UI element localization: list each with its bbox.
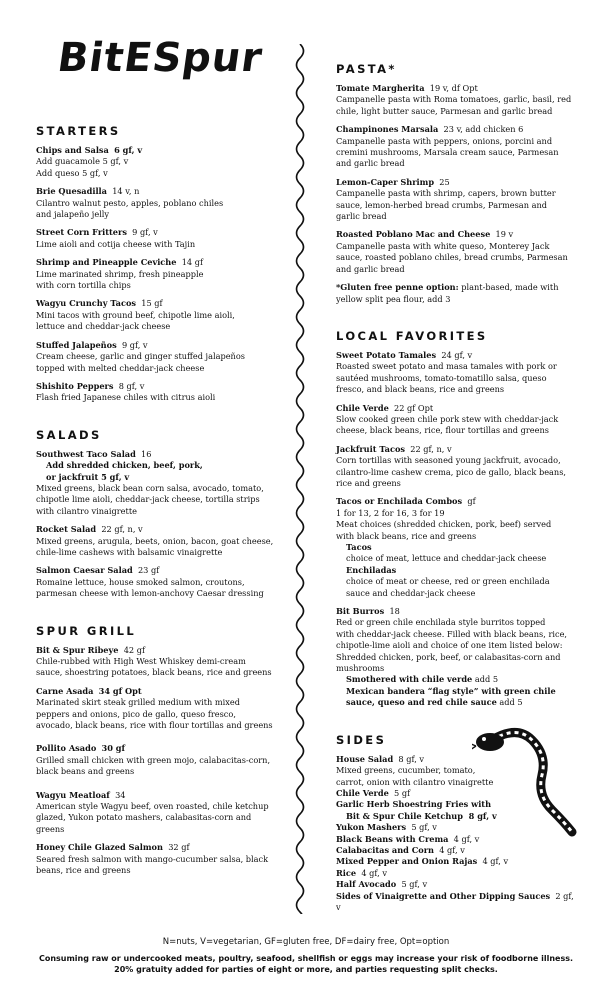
item-addon bbox=[336, 811, 580, 822]
item-name: Salmon Caesar Salad bbox=[36, 565, 133, 576]
menu-item bbox=[36, 186, 286, 220]
menu-item bbox=[36, 257, 286, 291]
item-name: Chile Verde bbox=[336, 787, 389, 798]
combo-option bbox=[336, 542, 580, 565]
item-price: 42 gf bbox=[123, 644, 145, 655]
item-name: Tacos or Enchilada Combos bbox=[336, 496, 463, 507]
salads-section bbox=[36, 428, 286, 600]
item-desc: Romaine lettuce, house smoked salmon, croutons, parmesan cheese with lemon-anchovy Caesar dressing bbox=[36, 576, 264, 599]
item-price: 22 gf, n, v bbox=[101, 524, 143, 535]
item-name: Black Beans with Crema bbox=[336, 833, 449, 844]
menu-item bbox=[336, 496, 580, 599]
item-price: 8 gf, v bbox=[118, 380, 145, 391]
item-desc: Chile-rubbed with High West Whiskey demi-cream sauce, shoestring potatoes, black beans, rice and greens bbox=[36, 656, 272, 678]
item-price: 5 gf, v bbox=[411, 822, 437, 833]
item-name: Shrimp and Pineapple Ceviche bbox=[36, 257, 177, 268]
dietary-legend: N=nuts, V=vegetarian, GF=gluten free, DF=dairy free, Opt=option bbox=[162, 937, 450, 947]
item-price: 15 gf bbox=[141, 298, 163, 309]
item-name: Rocket Salad bbox=[36, 524, 97, 535]
item-name: House Salad bbox=[336, 753, 394, 764]
note-label: *Gluten free penne option: bbox=[336, 282, 459, 293]
menu-item bbox=[336, 856, 580, 867]
menu-item bbox=[336, 177, 580, 223]
menu-item bbox=[36, 743, 286, 777]
item-price: 8 gf, v bbox=[398, 753, 425, 764]
section-title: SALADS bbox=[36, 427, 102, 442]
item-name: Pollito Asado bbox=[36, 743, 97, 754]
item-price: 14 v, n bbox=[112, 186, 140, 197]
item-name: Wagyu Meatloaf bbox=[36, 789, 110, 800]
item-desc: Mini tacos with ground beef, chipotle lime aioli, lettuce and cheddar-jack cheese bbox=[36, 309, 235, 332]
menu-item bbox=[36, 842, 286, 876]
option-name: Enchiladas bbox=[346, 564, 397, 575]
item-name: Chile Verde bbox=[336, 402, 389, 413]
menu-item bbox=[336, 799, 580, 822]
item-price: 9 gf, v bbox=[121, 339, 148, 350]
menu-item bbox=[36, 227, 286, 250]
footer-notice bbox=[0, 953, 612, 975]
item-name: Sweet Potato Tamales bbox=[336, 349, 437, 360]
menu-item bbox=[36, 645, 286, 679]
item-desc: Grilled small chicken with green mojo, calabacitas-corn, black beans and greens bbox=[36, 754, 271, 777]
item-price: 24 gf, v bbox=[441, 349, 473, 360]
menu-item bbox=[36, 686, 286, 732]
item-name: Garlic Herb Shoestring Fries with bbox=[336, 799, 492, 810]
addon-price: 8 gf, v bbox=[468, 810, 497, 821]
item-name: Lemon-Caper Shrimp bbox=[336, 176, 435, 187]
item-desc: Flash fried Japanese chiles with citrus aioli bbox=[36, 392, 216, 403]
item-desc: Marinated skirt steak grilled medium with mixed peppers and onions, pico de gallo, queso fresco, avocado, black beans, rice with flour tortillas and greens bbox=[36, 697, 273, 731]
menu-item bbox=[336, 845, 580, 856]
item-price: 16 bbox=[141, 448, 152, 459]
menu-item bbox=[36, 565, 286, 599]
spur-grill-section bbox=[36, 624, 286, 877]
burro-addon bbox=[336, 686, 580, 709]
item-name: Street Corn Fritters bbox=[36, 227, 127, 238]
sides-section bbox=[336, 733, 580, 914]
addon-name: Bit & Spur Chile Ketchup bbox=[346, 810, 463, 821]
combo-option bbox=[336, 565, 580, 599]
item-name: Roasted Poblano Mac and Cheese bbox=[336, 229, 491, 240]
item-name: Wagyu Crunchy Tacos bbox=[36, 298, 137, 309]
item-price: 4 gf, v bbox=[482, 856, 509, 867]
item-name: Mixed Pepper and Onion Rajas bbox=[336, 856, 478, 867]
item-price: 5 gf bbox=[394, 787, 411, 798]
item-desc: Lime marinated shrimp, fresh pineapple with corn tortilla chips bbox=[36, 268, 204, 291]
item-price: 30 gf bbox=[101, 743, 125, 754]
item-name: Honey Chile Glazed Salmon bbox=[36, 842, 163, 853]
menu-item bbox=[336, 444, 580, 490]
item-price: 22 gf, n, v bbox=[410, 443, 452, 454]
item-price: 18 bbox=[389, 606, 400, 617]
item-name: Carne Asada bbox=[36, 685, 94, 696]
item-desc: Campanelle pasta with shrimp, capers, brown butter sauce, lemon-herbed bread crumbs, Parmesan and garlic bread bbox=[336, 188, 556, 222]
item-name: Sides of Vinaigrette and Other Dipping Sauces bbox=[336, 890, 551, 901]
item-desc: Corn tortillas with seasoned young jackfruit, avocado, cilantro-lime cashew crema, pico de gallo, black beans, rice and greens bbox=[336, 455, 567, 488]
squiggle-divider bbox=[292, 44, 308, 914]
menu-item bbox=[36, 340, 286, 374]
item-price: 19 v bbox=[495, 229, 514, 240]
item-desc: Cilantro walnut pesto, apples, poblano chiles and jalapeño jelly bbox=[36, 197, 224, 220]
item-name: Yukon Mashers bbox=[336, 822, 407, 833]
menu-item bbox=[336, 891, 580, 914]
item-addon: Add shredded chicken, beef, pork, or jackfruit 5 gf, v bbox=[46, 460, 203, 482]
item-name: Stuffed Jalapeños bbox=[36, 339, 117, 350]
item-price: 25 bbox=[439, 176, 450, 187]
addon-price: add 5 bbox=[499, 697, 523, 708]
item-name: Southwest Taco Salad bbox=[36, 448, 136, 459]
menu-item bbox=[36, 145, 286, 179]
right-column bbox=[336, 62, 580, 913]
item-price: 4 gf, v bbox=[361, 867, 387, 878]
section-title: STARTERS bbox=[36, 124, 121, 138]
item-price: 2 gf, v bbox=[336, 890, 574, 912]
item-name: Tomate Margherita bbox=[336, 83, 425, 93]
item-name: Calabacitas and Corn bbox=[336, 844, 434, 855]
item-desc: Mixed greens, cucumber, tomato, carrot, onion with cilantro vinaigrette bbox=[336, 765, 494, 787]
note-text: plant-based, made with yellow split pea flour, add 3 bbox=[336, 282, 559, 304]
addon-name: Mexican bandera “flag style” with green chile sauce, queso and red chile sauce bbox=[346, 685, 556, 708]
menu-item bbox=[336, 868, 580, 879]
menu-item bbox=[336, 229, 580, 275]
item-price: 34 bbox=[115, 789, 126, 800]
item-desc: American style Wagyu beef, oven roasted, chile ketchup glazed, Yukon potato mashers, calabasitas-corn and greens bbox=[36, 801, 269, 834]
item-price: 34 gf Opt bbox=[98, 685, 142, 696]
item-name: Half Avocado bbox=[336, 879, 397, 890]
section-title: SIDES bbox=[336, 732, 387, 747]
item-desc: Campanelle pasta with peppers, onions, porcini and cremini mushrooms, Marsala cream sauce, Parmesan and garlic bread bbox=[336, 135, 559, 169]
item-price: 14 gf bbox=[181, 257, 203, 268]
item-desc: Slow cooked green chile pork stew with cheddar-jack cheese, black beans, rice, flour tortillas and greens bbox=[336, 413, 559, 436]
menu-item bbox=[336, 834, 580, 845]
item-desc: Mixed greens, black bean corn salsa, avocado, tomato, chipotle lime aioli, cheddar-jack cheese, tortilla strips with cilantro vinaigrette bbox=[36, 482, 264, 516]
item-desc: Cream cheese, garlic and ginger stuffed jalapeños topped with melted cheddar-jack cheese bbox=[36, 351, 245, 373]
menu-item bbox=[336, 788, 580, 799]
restaurant-logo: BitESpur bbox=[54, 35, 266, 81]
menu-item bbox=[336, 606, 580, 709]
item-price: 23 gf bbox=[137, 565, 160, 576]
item-price: 9 gf, v bbox=[132, 227, 158, 238]
item-price: 19 v, df Opt bbox=[429, 83, 478, 93]
menu-item bbox=[36, 381, 286, 404]
item-desc: Campanelle pasta with white queso, Monterey Jack sauce, roasted poblano chiles, bread crumbs, Parmesan and garlic bread bbox=[336, 240, 568, 274]
item-name: Brie Quesadilla bbox=[36, 186, 107, 197]
burro-addon bbox=[336, 674, 580, 685]
addon-name: Smothered with chile verde bbox=[346, 674, 473, 685]
option-desc: choice of meat, lettuce and cheddar-jack cheese bbox=[346, 553, 547, 564]
starters-section bbox=[36, 124, 286, 404]
item-name: Shishito Peppers bbox=[36, 380, 114, 391]
menu-item bbox=[336, 350, 580, 396]
gratuity-notice: 20% gratuity added for parties of eight or more, and parties requesting split checks. bbox=[114, 965, 498, 974]
menu-item bbox=[336, 83, 580, 117]
menu-item bbox=[36, 449, 286, 517]
item-price: 4 gf, v bbox=[453, 833, 480, 844]
item-desc: Roasted sweet potato and masa tamales with pork or sautéed mushrooms, tomato-tomatillo salsa, queso fresco, and black beans, rice and greens bbox=[336, 361, 557, 395]
menu-item bbox=[336, 754, 580, 788]
option-desc: choice of meat or cheese, red or green enchilada sauce and cheddar-jack cheese bbox=[346, 576, 550, 598]
item-desc: Seared fresh salmon with mango-cucumber salsa, black beans, rice and greens bbox=[36, 853, 269, 876]
menu-item bbox=[36, 298, 286, 332]
item-name: Chips and Salsa bbox=[36, 145, 109, 155]
item-desc: Red or green chile enchilada style burritos topped with cheddar-jack cheese. Filled with black beans, rice, chipotle-lime aioli and choice of one item listed below: Shredded chicken, pork, beef, or calabasitas-corn and mushrooms bbox=[336, 617, 568, 674]
left-column bbox=[36, 124, 286, 877]
item-name: Rice bbox=[336, 867, 357, 878]
item-name: Champinones Marsala bbox=[336, 124, 439, 135]
gluten-free-note bbox=[336, 282, 580, 305]
menu-item bbox=[36, 790, 286, 836]
local-favorites-section bbox=[336, 329, 580, 709]
section-title: LOCAL FAVORITES bbox=[336, 328, 488, 343]
section-title: SPUR GRILL bbox=[36, 623, 137, 638]
item-price: 5 gf, v bbox=[401, 879, 428, 890]
menu-item bbox=[336, 124, 580, 170]
section-title: PASTA* bbox=[336, 62, 397, 76]
option-name: Tacos bbox=[346, 542, 372, 552]
menu-item bbox=[336, 822, 580, 833]
item-price: 32 gf bbox=[168, 842, 190, 853]
item-price: 4 gf, v bbox=[439, 844, 465, 855]
menu-item bbox=[336, 879, 580, 890]
item-price: 23 v, add chicken 6 bbox=[443, 124, 524, 135]
item-desc: Campanelle pasta with Roma tomatoes, garlic, basil, red chile, light butter sauce, Parmesan and garlic bread bbox=[336, 94, 572, 116]
item-desc: Lime aioli and cotija cheese with Tajin bbox=[36, 238, 196, 249]
item-name: Jackfruit Tacos bbox=[336, 443, 406, 454]
item-name: Bit & Spur Ribeye bbox=[36, 644, 119, 655]
menu-item bbox=[336, 403, 580, 437]
pasta-section bbox=[336, 62, 580, 305]
foodborne-warning: Consuming raw or undercooked meats, poultry, seafood, shellfish or eggs may increase your risk of foodborne illness. bbox=[38, 954, 574, 963]
item-name: Bit Burros bbox=[336, 606, 385, 617]
item-price: 22 gf Opt bbox=[394, 402, 434, 413]
addon-price: add 5 bbox=[474, 674, 499, 685]
menu-item bbox=[36, 524, 286, 558]
item-desc: 1 for 13, 2 for 16, 3 for 19 Meat choices (shredded chicken, pork, beef) served with black beans, rice and greens bbox=[336, 507, 552, 541]
item-desc: Add guacamole 5 gf, v Add queso 5 gf, v bbox=[36, 156, 129, 178]
item-price: gf bbox=[467, 496, 476, 507]
item-desc: Mixed greens, arugula, beets, onion, bacon, goat cheese, chile-lime cashews with balsamic vinaigrette bbox=[36, 535, 274, 557]
item-price: 6 gf, v bbox=[114, 145, 143, 155]
